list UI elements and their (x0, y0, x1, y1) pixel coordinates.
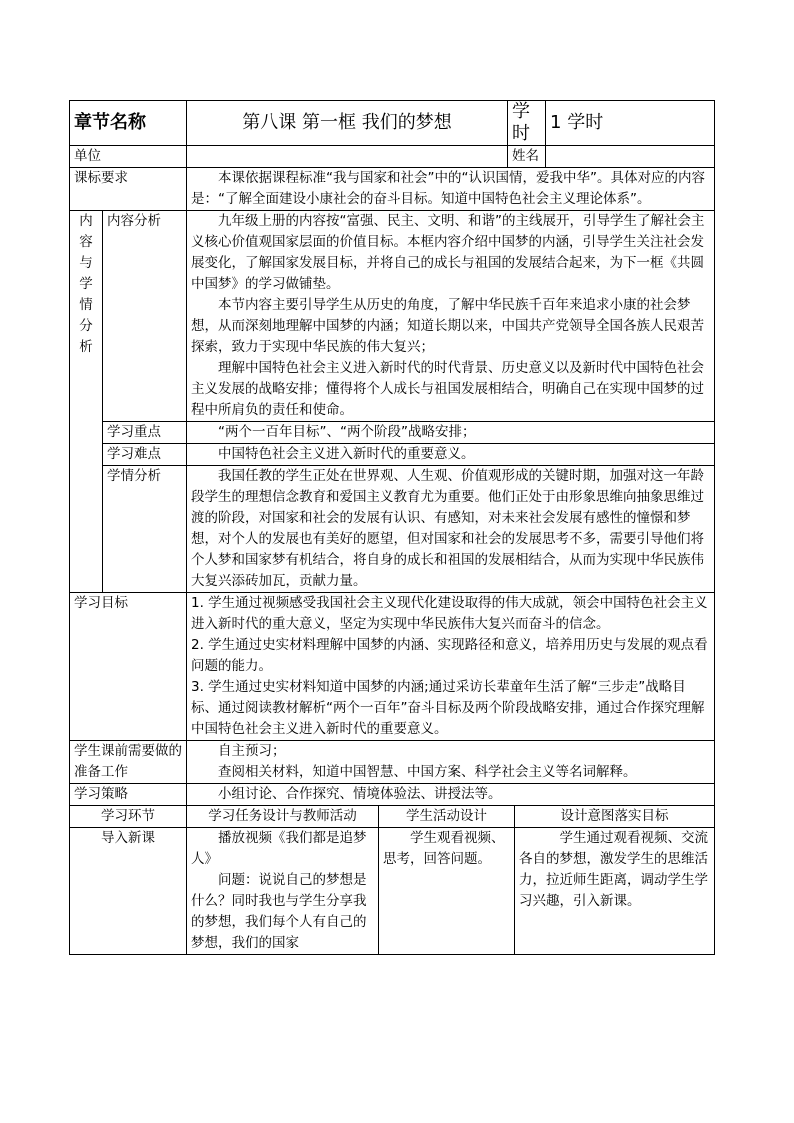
preparation-label: 学生课前需要做的准备工作 (70, 741, 187, 784)
content-analysis-cell (187, 211, 715, 422)
strategy-cell (187, 784, 715, 806)
unit-label: 单位 (70, 146, 187, 168)
objective-item: 1. 学生通过视频感受我国社会主义现代化建设取得的伟大成就，领会中国特色社会主义进入新时代的重大意义，坚定为实现中华民族伟大复兴而奋斗的信念。 (191, 595, 708, 632)
preparation-line: 自主预习； (218, 743, 286, 759)
preparation-cell (187, 741, 715, 784)
strategy-label: 学习策略 (70, 784, 187, 806)
hours-label: 学时 (508, 101, 546, 146)
analysis-group-char: 与 (79, 255, 93, 271)
lesson-plan-table (69, 100, 715, 955)
analysis-group-char: 内 (79, 213, 93, 229)
key-points-label: 学习重点 (103, 422, 187, 444)
objectives-row (70, 593, 715, 741)
difficulty-label: 学习难点 (103, 444, 187, 466)
name-label: 姓名 (508, 146, 546, 168)
header-row (70, 101, 715, 146)
curriculum-text: 本课依据课程标准“我与国家和社会”中的“认识国情，爱我中华”。具体对应的内容是：“了解全面建设小康社会的奋斗目标。知道中国特色社会主义理论体系”。 (191, 170, 705, 207)
analysis-group-char: 情 (79, 297, 93, 313)
process-student-header: 学生活动设计 (379, 806, 515, 828)
analysis-group-char: 容 (79, 234, 93, 250)
process-stage: 导入新课 (70, 828, 187, 955)
key-points-row (70, 422, 715, 444)
process-student-text: 学生观看视频、思考，回答问题。 (383, 830, 505, 867)
process-intent-header: 设计意图落实目标 (515, 806, 715, 828)
learner-analysis-text: 我国任教的学生正处在世界观、人生观、价值观形成的关键时期，加强对这一年龄段学生的理想信念教育和爱国主义教育尤为重要。他们正处于由形象思维向抽象思维过渡的阶段，对国家和社会的发展有认识、有感知，对未来社会发展有感性的憧憬和梦想，对个人的发展也有美好的愿望，但对国家和社会的发展思考不多，需要引导他们将个人梦和国家梦有机结合，将自身的成长和祖国的发展相结合，从而为实现中华民族伟大复兴添砖加瓦，贡献力量。 (191, 468, 704, 589)
objective-item: 2. 学生通过史实材料理解中国梦的内涵、实现路径和意义，培养用历史与发展的观点看问题的能力。 (191, 637, 708, 674)
curriculum-label: 课标要求 (70, 168, 187, 211)
name-value (546, 146, 715, 168)
curriculum-row (70, 168, 715, 211)
process-teacher-header: 学习任务设计与教师活动 (187, 806, 379, 828)
analysis-group-char: 析 (79, 339, 93, 355)
content-analysis-row (70, 211, 715, 422)
process-teacher-cell (187, 828, 379, 955)
strategy-text: 小组讨论、合作探究、情境体验法、讲授法等。 (218, 786, 502, 802)
learner-analysis-label: 学情分析 (103, 466, 187, 593)
process-teacher-line: 播放视频《我们都是追梦人》 (191, 830, 367, 867)
unit-value (187, 146, 508, 168)
learner-analysis-cell (187, 466, 715, 593)
learner-analysis-row (70, 466, 715, 593)
preparation-line: 查阅相关材料，知道中国智慧、中国方案、科学社会主义等名词解释。 (218, 764, 637, 780)
process-intent-cell (515, 828, 715, 955)
preparation-row (70, 741, 715, 784)
key-points-text: “两个一百年目标”、“两个阶段”战略安排； (218, 424, 476, 440)
analysis-group-char: 学 (79, 276, 93, 292)
process-stage-header: 学习环节 (70, 806, 187, 828)
content-paragraph: 本节内容主要引导学生从历史的角度，了解中华民族千百年来追求小康的社会梦想，从而深刻地理解中国梦的内涵；知道长期以来，中国共产党领导全国各族人民艰苦探索，致力于实现中华民族的伟大复兴； (191, 297, 704, 355)
process-teacher-line: 问题：说说自己的梦想是什么？同时我也与学生分享我的梦想，我们每个人有自己的梦想，我们的国家 (191, 872, 367, 951)
content-analysis-label: 内容分析 (103, 211, 187, 422)
content-paragraph: 九年级上册的内容按“富强、民主、文明、和谐”的主线展开，引导学生了解社会主义核心价值观国家层面的价值目标。本框内容介绍中国梦的内涵，引导学生关注社会发展变化，了解国家发展目标，并将自己的成长与祖国的发展结合起来，为下一框《共圆中国梦》的学习做铺垫。 (191, 213, 705, 292)
chapter-title: 第八课 第一框 我们的梦想 (187, 101, 508, 146)
strategy-row (70, 784, 715, 806)
process-row (70, 828, 715, 955)
analysis-group-char: 分 (79, 318, 93, 334)
process-student-cell (379, 828, 515, 955)
process-header-row (70, 806, 715, 828)
chapter-label: 章节名称 (70, 101, 187, 146)
difficulty-row (70, 444, 715, 466)
process-intent-text: 学生通过观看视频、交流各自的梦想，激发学生的思维活力，拉近师生距离，调动学生学习兴趣，引入新课。 (519, 830, 709, 909)
difficulty-cell (187, 444, 715, 466)
objectives-label: 学习目标 (70, 593, 187, 741)
objective-item: 3. 学生通过史实材料知道中国梦的内涵;通过采访长辈童年生活了解“三步走”战略目标、通过阅读教材解析“两个一百年”奋斗目标及两个阶段战略安排，通过合作探究理解中国特色社会主义进入新时代的重要意义。 (191, 679, 705, 737)
difficulty-text: 中国特色社会主义进入新时代的重要意义。 (218, 446, 475, 462)
key-points-cell (187, 422, 715, 444)
unit-row (70, 146, 715, 168)
hours-value: 1 学时 (546, 101, 715, 146)
content-paragraph: 理解中国特色社会主义进入新时代的时代背景、历史意义以及新时代中国特色社会主义发展的战略安排；懂得将个人成长与祖国发展相结合，明确自己在实现中国梦的过程中所肩负的责任和使命。 (191, 360, 704, 418)
analysis-group-label (70, 211, 103, 593)
objectives-cell (187, 593, 715, 741)
curriculum-cell (187, 168, 715, 211)
